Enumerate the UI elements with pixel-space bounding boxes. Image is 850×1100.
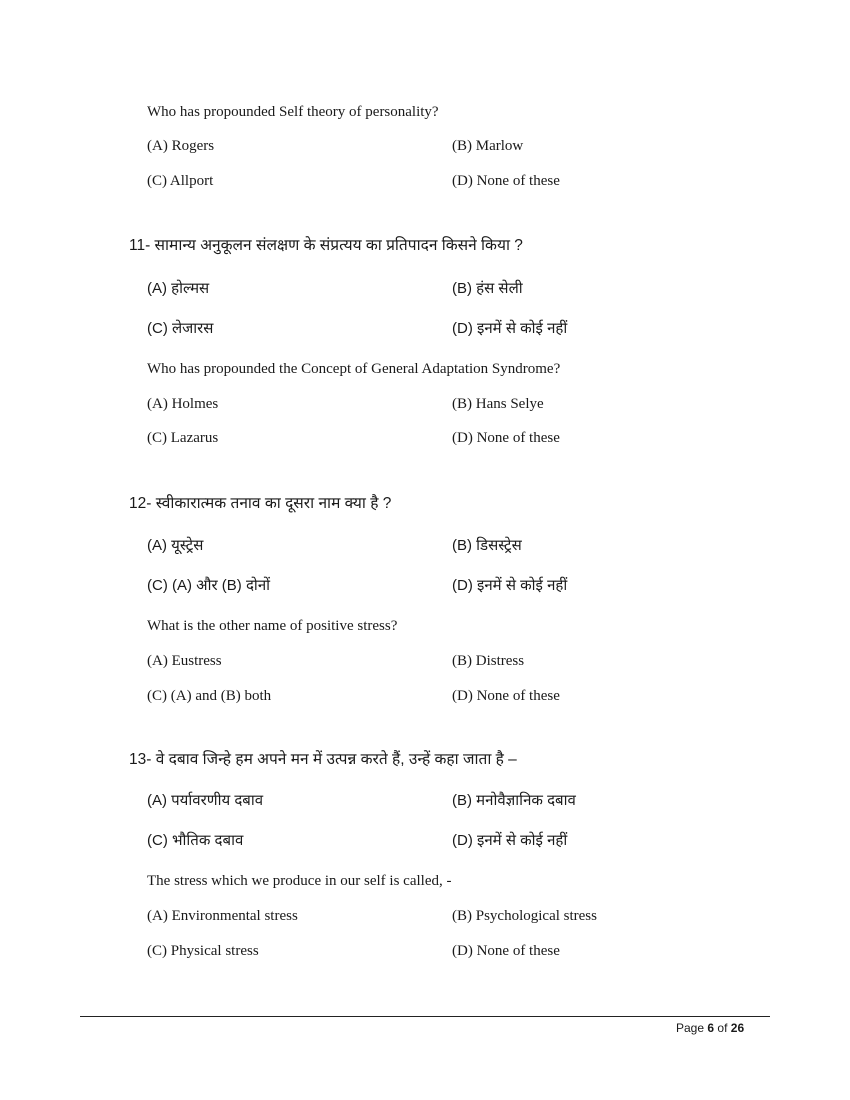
q11-option-c: (C) Lazarus [147, 430, 219, 446]
q12-hindi-option-c: (C) (A) और (B) दोनों [147, 577, 271, 594]
q10-option-b: (B) Marlow [452, 138, 524, 154]
q11-hindi-option-d: (D) इनमें से कोई नहीं [452, 320, 568, 337]
page-label: Page [676, 1021, 705, 1035]
q11-hindi-option-b: (B) हंस सेली [452, 280, 523, 297]
q13-hindi-question: 13- वे दबाव जिन्हे हम अपने मन में उत्पन्न करते हैं, उन्हें कहा जाता है – [129, 751, 517, 768]
q12-option-b: (B) Distress [452, 653, 525, 669]
q10-option-c: (C) Allport [147, 173, 214, 189]
q12-hindi-question: 12- स्वीकारात्मक तनाव का दूसरा नाम क्या है ? [129, 495, 392, 512]
q12-hindi-option-b: (B) डिसस्ट्रेस [452, 537, 522, 554]
q11-hindi-question: 11- सामान्य अनुकूलन संलक्षण के संप्रत्यय का प्रतिपादन किसने किया ? [129, 237, 523, 254]
page-footer [676, 1020, 744, 1036]
q13-option-c: (C) Physical stress [147, 943, 259, 959]
q10-option-d: (D) None of these [452, 173, 560, 189]
q13-option-b: (B) Psychological stress [452, 908, 597, 924]
q13-hindi-option-a: (A) पर्यावरणीय दबाव [147, 792, 264, 809]
q12-option-a: (A) Eustress [147, 653, 222, 669]
q12-option-c: (C) (A) and (B) both [147, 688, 272, 704]
q12-option-d: (D) None of these [452, 688, 560, 704]
q12-hindi-option-a: (A) यूस्ट्रेस [147, 537, 204, 554]
q13-hindi-option-b: (B) मनोवैज्ञानिक दबाव [452, 792, 576, 809]
q13-english-question: The stress which we produce in our self is called, - [147, 873, 452, 889]
q11-option-d: (D) None of these [452, 430, 560, 446]
page-of-label: of [717, 1021, 728, 1035]
q12-hindi-option-d: (D) इनमें से कोई नहीं [452, 577, 568, 594]
q11-hindi-option-c: (C) लेजारस [147, 320, 214, 337]
q11-option-a: (A) Holmes [147, 396, 219, 412]
q10-option-a: (A) Rogers [147, 138, 215, 154]
q12-english-question: What is the other name of positive stress? [147, 618, 398, 634]
q11-hindi-option-a: (A) होल्मस [147, 280, 210, 297]
q11-option-b: (B) Hans Selye [452, 396, 544, 412]
q13-option-d: (D) None of these [452, 943, 560, 959]
q10-english-question: Who has propounded Self theory of personality? [147, 104, 439, 120]
footer-divider [80, 1016, 770, 1017]
q13-hindi-option-d: (D) इनमें से कोई नहीं [452, 832, 568, 849]
page-current: 6 [707, 1021, 715, 1035]
q11-english-question: Who has propounded the Concept of General Adaptation Syndrome? [147, 361, 561, 377]
q13-hindi-option-c: (C) भौतिक दबाव [147, 832, 244, 849]
q13-option-a: (A) Environmental stress [147, 908, 298, 924]
page-total: 26 [730, 1021, 745, 1035]
